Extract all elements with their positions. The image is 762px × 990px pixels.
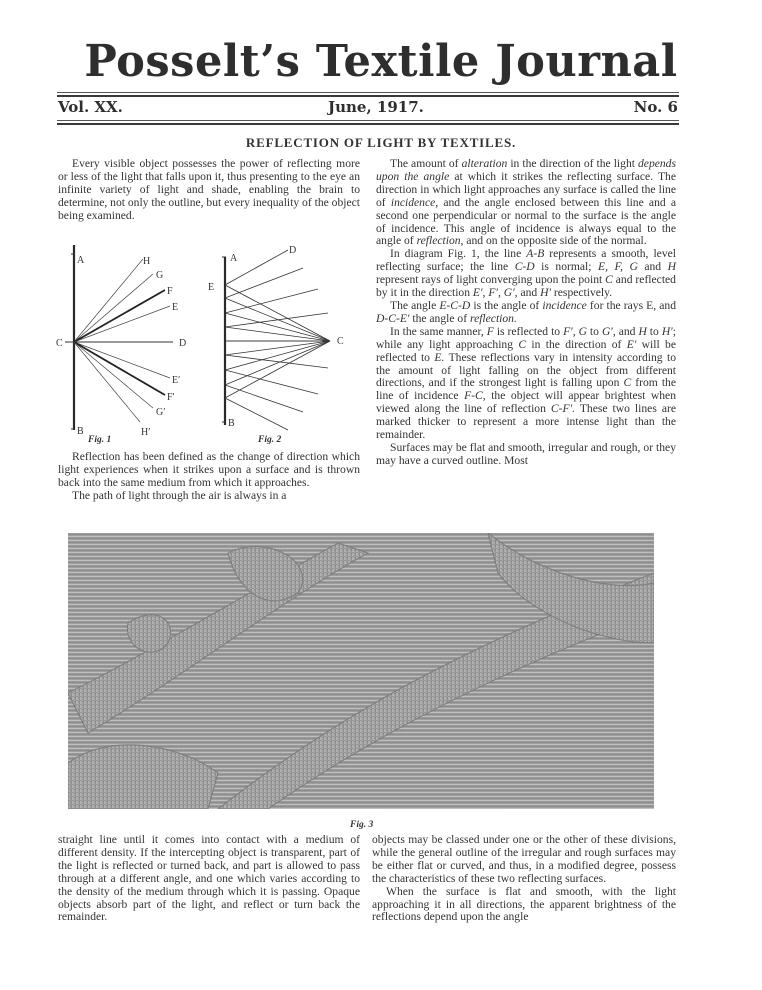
paragraph — [376, 248, 676, 300]
label-c: C — [56, 338, 63, 349]
left-column-intro — [58, 158, 360, 223]
italic-term: E′ — [626, 337, 637, 351]
italic-term: H — [667, 260, 676, 274]
label-b: B — [77, 426, 84, 437]
paragraph — [376, 300, 676, 326]
label-h-prime: H′ — [141, 427, 151, 438]
figure-1-diagram — [55, 240, 205, 450]
text-run: ; while any light approaching — [376, 324, 676, 351]
text-run: In the same manner, — [390, 324, 487, 338]
text-run: and — [615, 324, 639, 338]
fabric-motif-lower — [68, 745, 218, 809]
issue-number: No. 6 — [633, 98, 678, 116]
ray-g — [74, 274, 153, 342]
label-e-prime: E′ — [172, 375, 181, 386]
paragraph: straight line until it comes into contact with a medium of different density. If the intercepting object is transparent, part of the light is reflected or turned back, and part is allowed to pass through at a different angle, and one which varies according to the density of the medium through which it is passing. Opaque objects absorb part of the light, and reflect or turn back the remainder. — [58, 833, 360, 924]
text-run: the object will appear brightest when viewed along the line of reflection — [376, 389, 676, 416]
incident-ray — [225, 341, 330, 370]
paragraph: The path of light through the air is always in a — [72, 488, 287, 502]
label-b: B — [228, 418, 235, 429]
text-run: The angle — [390, 298, 440, 312]
paragraph: Reflection has been defined as the change of direction which light experiences when it strikes upon a surface and is thrown back into the same medium from which it approaches. — [58, 450, 360, 489]
italic-term: incidence — [542, 298, 587, 312]
text-run: The amount of — [390, 157, 462, 170]
italic-term: H′ — [540, 286, 552, 300]
paragraph: Every visible object possesses the power of reflecting more or less of the light that falls upon it, thus presenting to the eye an infinite variety of light and shade, enabling the brain to determine, not only the outline, but every inequality of the object being examined. — [58, 157, 360, 222]
fabric-motif-curl — [127, 615, 170, 653]
fig2-ray-group — [225, 250, 330, 430]
paragraph — [376, 158, 676, 248]
italic-term: incidence, — [390, 195, 439, 209]
italic-term: F — [486, 324, 494, 338]
text-run: the angle of — [409, 311, 470, 325]
italic-term: E. — [434, 350, 445, 364]
italic-term: F-C, — [464, 389, 486, 403]
incident-ray — [225, 327, 330, 341]
paragraph: When the surface is flat and smooth, with the light approaching it in all directions, the apparent brightness of the reflections depend upon the angle — [372, 884, 676, 924]
italic-term: G′, — [601, 324, 616, 338]
text-run: to — [586, 324, 602, 338]
header-rule-top — [57, 92, 679, 97]
issue-date: June, 1917. — [328, 98, 424, 116]
label-a: A — [77, 255, 85, 266]
reflected-ray — [225, 268, 303, 298]
label-c: C — [337, 336, 344, 347]
italic-term: E-C-D — [439, 298, 471, 312]
text-run: Surfaces may be flat and smooth, irregular and rough, or they may have a curved outline. Most — [376, 440, 676, 467]
label-g: G — [156, 270, 164, 281]
italic-term: D-C-E′ — [376, 311, 410, 325]
label-g-prime: G′ — [156, 407, 166, 418]
italic-term: C — [518, 337, 527, 351]
label-d: D — [289, 245, 297, 256]
text-run: represent rays of light converging upon the point — [376, 273, 606, 287]
italic-term: F′, G — [563, 324, 587, 338]
paragraph — [376, 442, 676, 468]
fabric-pattern — [68, 533, 654, 809]
volume-number: Vol. XX. — [58, 98, 123, 116]
article-title: REFLECTION OF LIGHT BY TEXTILES. — [245, 135, 517, 150]
ray-h — [74, 259, 143, 342]
italic-term: E, F, G — [598, 260, 638, 274]
paragraph — [376, 326, 676, 442]
figure-1-caption: Fig. 1 — [88, 435, 112, 445]
text-run: represents a smooth, level reflecting surface; the line — [376, 247, 676, 274]
figure-2-diagram — [200, 240, 360, 450]
label-e: E — [172, 302, 179, 313]
label-a: A — [230, 253, 238, 264]
text-run: respectively. — [551, 286, 613, 300]
incident-ray — [225, 313, 330, 341]
left-column-after-figures — [58, 451, 360, 503]
ray-e — [74, 306, 170, 342]
italic-term: depends upon the angle — [376, 157, 676, 183]
text-run: from the line of incidence — [376, 376, 676, 403]
figure-3-fabric-photo — [68, 533, 654, 809]
figure-2-caption: Fig. 2 — [258, 435, 282, 445]
italic-term: reflection, — [416, 234, 464, 248]
italic-term: C-D — [514, 260, 535, 274]
italic-term: alteration — [461, 157, 508, 170]
figure-3-caption: Fig. 3 — [350, 820, 374, 830]
italic-term: A-B — [526, 247, 545, 261]
text-run: to — [646, 324, 662, 338]
text-run: will be reflected to — [376, 337, 676, 364]
italic-term: reflection. — [469, 311, 517, 325]
italic-term: C — [605, 273, 613, 287]
text-run: and on the opposite side of the normal. — [463, 234, 647, 248]
text-run: is normal; — [534, 260, 598, 274]
incident-ray — [225, 341, 330, 398]
text-run: In diagram Fig. 1, the line — [390, 247, 527, 261]
dateline — [58, 98, 678, 120]
italic-term: C — [623, 376, 632, 390]
text-run: at which it strikes the reflecting surface. The direction in which light approaches any surface is called the line of — [376, 169, 676, 209]
ray-h-prime — [74, 342, 140, 422]
incident-ray — [225, 285, 330, 341]
text-run: for the rays E, and — [586, 298, 676, 312]
text-run: and the angle enclosed between this line and a second one perpendicular or normal to the surface is the angle of incidence. This angle of incidence is always equal to the angle of — [376, 195, 676, 248]
paragraph: objects may be classed under one or the other of these divisions, while the general outline of the irregular and rough surfaces may be either flat or curved, and thus, in a modified degree, possess the characteristics of these two reflecting surfaces. — [372, 833, 676, 885]
text-run: is reflected to — [493, 324, 564, 338]
text-run: and — [517, 286, 541, 300]
fabric-motif-diagonal — [68, 543, 368, 733]
label-f-prime: F′ — [167, 392, 175, 403]
label-d: D — [179, 338, 187, 349]
left-column-bottom — [58, 834, 360, 924]
text-run: These two lines are marked thicker to represent a more intense light than the remainder. — [376, 402, 676, 442]
ray-g-prime — [74, 342, 153, 408]
italic-term: E′, F′, G′, — [472, 286, 518, 300]
italic-term: H′ — [661, 324, 673, 338]
ray-f — [74, 290, 165, 342]
text-run: and — [637, 260, 668, 274]
label-h: H — [143, 256, 151, 267]
right-column-top — [376, 158, 676, 468]
header-rule-bottom — [57, 120, 679, 125]
text-run: and reflected by it in the direction — [376, 273, 676, 300]
fabric-motif-leaf — [228, 547, 303, 601]
label-e: E — [208, 282, 215, 293]
text-run: is the angle of — [470, 298, 543, 312]
reflected-ray — [225, 385, 303, 412]
reflected-ray — [225, 313, 328, 327]
italic-term: H — [638, 324, 647, 338]
text-run: in the direction of — [526, 337, 627, 351]
journal-title: Posselt’s Textile Journal — [84, 36, 678, 87]
right-column-bottom — [372, 834, 676, 924]
text-run: in the direction of the light — [507, 157, 638, 170]
italic-term: C-F′. — [550, 402, 576, 416]
label-f: F — [167, 286, 173, 297]
text-run: These reflections vary in intensity according to the amount of light falling on the object from different directions, and if the strongest light is falling upon — [376, 350, 677, 390]
ray-f-prime — [74, 342, 165, 395]
